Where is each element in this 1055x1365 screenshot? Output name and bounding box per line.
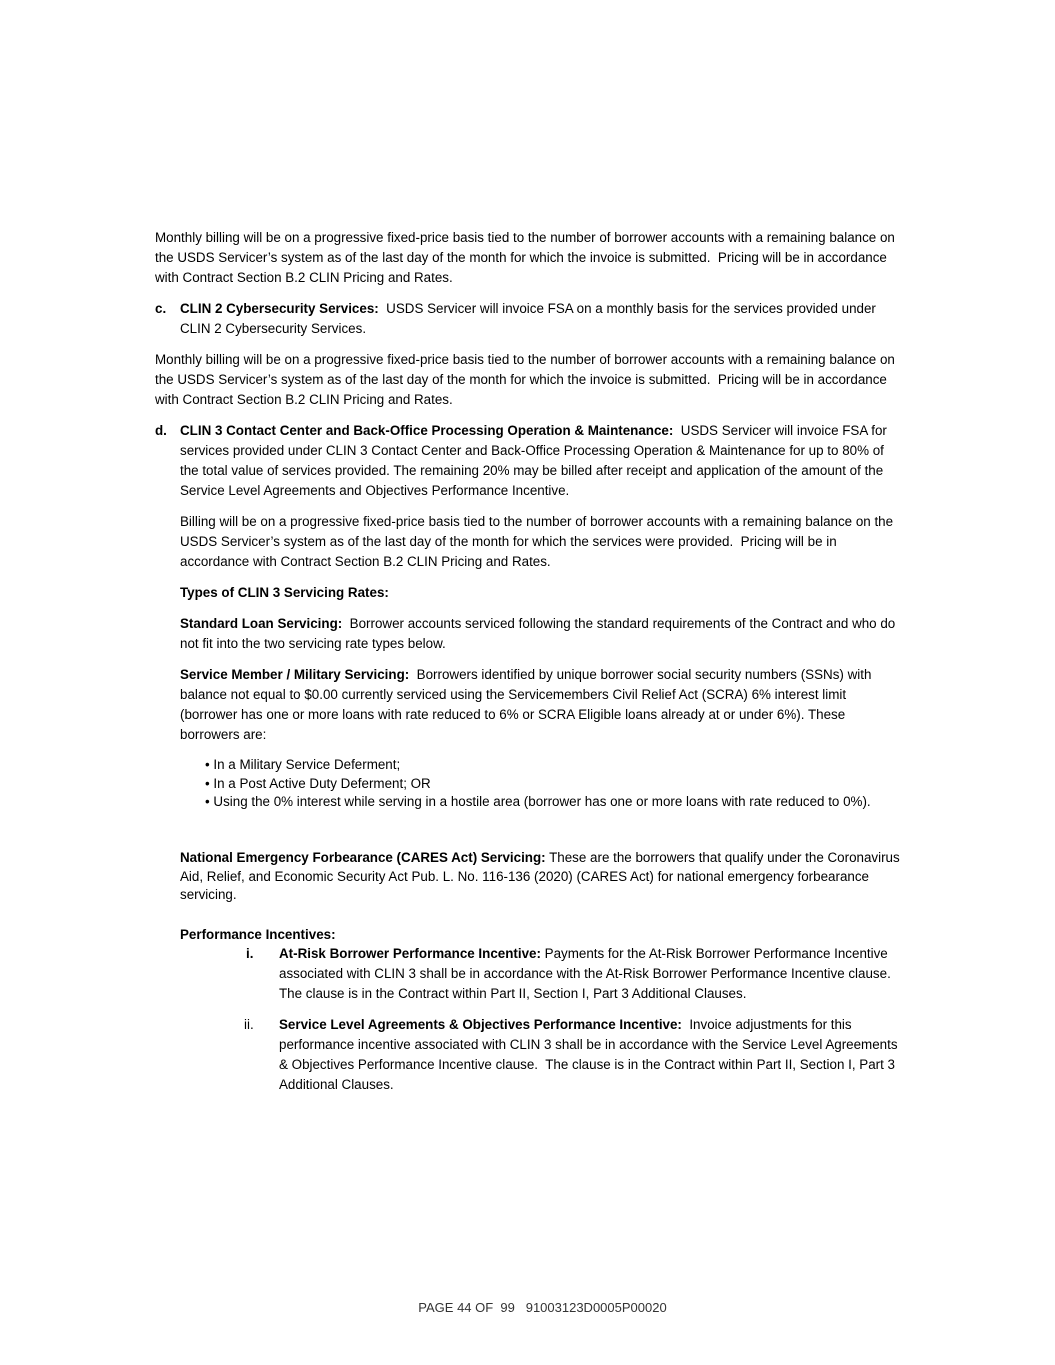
clin2-title: CLIN 2 Cybersecurity Services: bbox=[180, 301, 379, 316]
incentive-label-i: i. bbox=[246, 946, 254, 961]
military-text: Borrowers identified by unique borrower social security numbers (SSNs) with balance not equal to $0.00 currently serviced using the Servicemembers Civil Relief Act (SCRA) 6% interest limit (borrower has one or more loans with rate reduced to 6% or SCRA Eligible loans already at or under 6%). These borrowers are: bbox=[180, 667, 872, 742]
clin3-paragraph bbox=[180, 421, 902, 501]
billing-paragraph-3: Billing will be on a progressive fixed-price basis tied to the number of borrower accounts with a remaining balance on the USDS Servicer’s system as of the last day of the month for which the services were provided. Pricing will be in accordance with Contract Section B.2 CLIN Pricing and Rates. bbox=[180, 514, 894, 569]
military-bullet-list bbox=[205, 756, 895, 812]
list-item: • Using the 0% interest while serving in a hostile area (borrower has one or more loans with rate reduced to 0%). bbox=[205, 794, 871, 809]
sla-text: Invoice adjustments for this performance incentive associated with CLIN 3 shall be in accordance with the Service Level Agreements & Objectives Performance Incentive clause. The clause is in the Contract within Part II, Section I, Part 3 Additional Clauses. bbox=[279, 1017, 898, 1092]
military-servicing-paragraph bbox=[180, 665, 902, 745]
cares-title: National Emergency Forbearance (CARES Act) Servicing: bbox=[180, 850, 546, 865]
page-footer: PAGE 44 OF 99 91003123D0005P00020 bbox=[418, 1300, 667, 1315]
clin3-text: USDS Servicer will invoice FSA for services provided under CLIN 3 Contact Center and Back-Office Processing Operation & Maintenance for up to 80% of the total value of services provided. The remaining 20% may be billed after receipt and application of the amount of the Service Level Agreements and Objectives Performance Incentive. bbox=[180, 423, 887, 498]
billing-paragraph-1: Monthly billing will be on a progressive fixed-price basis tied to the number of borrower accounts with a remaining balance on the USDS Servicer’s system as of the last day of the month for which the invoice is submitted. Pricing will be in accordance with Contract Section B.2 CLIN Pricing and Rates. bbox=[155, 230, 895, 285]
incentive-label-ii: ii. bbox=[244, 1017, 254, 1032]
at-risk-title: At-Risk Borrower Performance Incentive: bbox=[279, 946, 541, 961]
list-label-c: c. bbox=[155, 301, 167, 316]
sla-title: Service Level Agreements & Objectives Performance Incentive: bbox=[279, 1017, 682, 1032]
military-title: Service Member / Military Servicing: bbox=[180, 667, 410, 682]
list-label-d: d. bbox=[155, 423, 167, 438]
cares-servicing-paragraph bbox=[180, 849, 902, 905]
billing-paragraph-2: Monthly billing will be on a progressive fixed-price basis tied to the number of borrower accounts with a remaining balance on the USDS Servicer’s system as of the last day of the month for which the invoice is submitted. Pricing will be in accordance with Contract Section B.2 CLIN Pricing and Rates. bbox=[155, 352, 895, 407]
standard-text: Borrower accounts serviced following the standard requirements of the Contract and who do not fit into the two servicing rate types below. bbox=[180, 616, 896, 651]
clin3-title: CLIN 3 Contact Center and Back-Office Processing Operation & Maintenance: bbox=[180, 423, 674, 438]
clin2-text: USDS Servicer will invoice FSA on a monthly basis for the services provided under CLIN 2 Cybersecurity Services. bbox=[180, 301, 876, 336]
sla-incentive-paragraph bbox=[279, 1015, 904, 1095]
types-heading: Types of CLIN 3 Servicing Rates: bbox=[180, 585, 389, 600]
at-risk-incentive-paragraph bbox=[279, 944, 904, 1004]
list-item: • In a Post Active Duty Deferment; OR bbox=[205, 775, 431, 791]
standard-title: Standard Loan Servicing: bbox=[180, 616, 343, 631]
performance-incentives-heading: Performance Incentives: bbox=[180, 927, 336, 942]
standard-servicing-paragraph bbox=[180, 614, 902, 654]
list-item: • In a Military Service Deferment; bbox=[205, 757, 401, 772]
at-risk-text: Payments for the At-Risk Borrower Performance Incentive associated with CLIN 3 shall be in accordance with the At-Risk Borrower Performance Incentive clause. The clause is in the Contract within Part II, Section I, Part 3 Additional Clauses. bbox=[279, 946, 895, 1001]
cares-text: These are the borrowers that qualify under the Coronavirus Aid, Relief, and Economic Security Act Pub. L. No. 116-136 (2020) (CARES Act) for national emergency forbearance servicing. bbox=[180, 850, 900, 903]
clin2-paragraph bbox=[180, 299, 902, 339]
